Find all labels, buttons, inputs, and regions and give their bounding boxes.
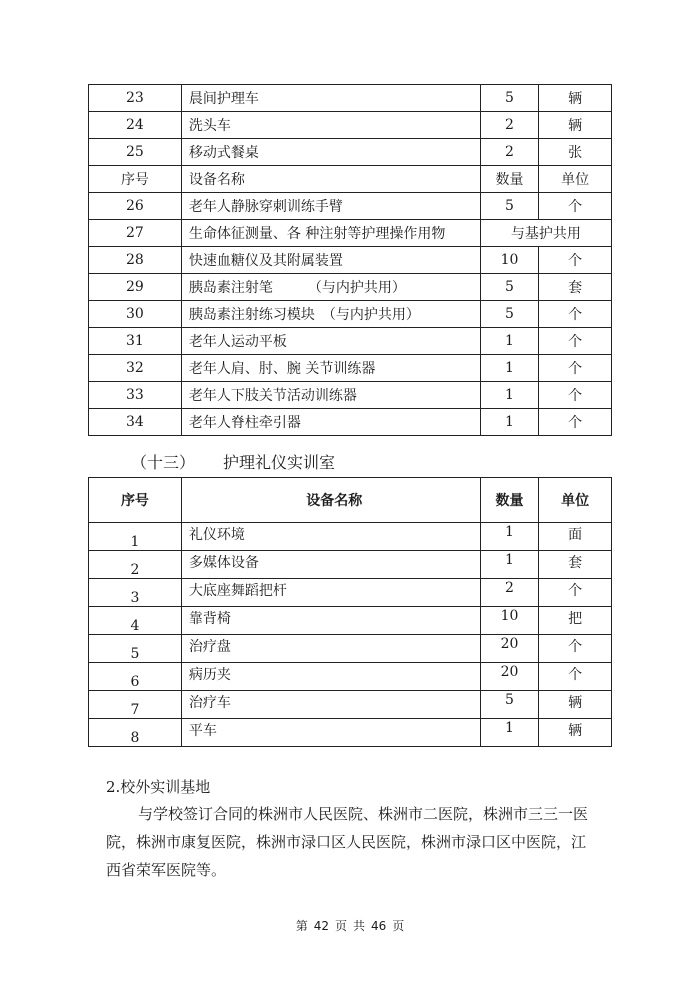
header-name: 设备名称 [181,166,480,193]
row-number: 30 [89,301,182,328]
equipment-name: 治疗盘 [181,635,480,663]
quantity: 1 [480,328,539,355]
header-qty: 数量 [480,478,539,523]
unit: 辆 [539,691,612,719]
equipment-table-continued [88,84,612,436]
table-row [89,663,612,691]
header-no: 序号 [89,166,182,193]
row-number: 23 [89,85,182,112]
unit: 面 [539,523,612,551]
table-row [89,635,612,663]
quantity: 5 [480,85,539,112]
table-row [89,382,612,409]
equipment-name: 移动式餐桌 [181,139,480,166]
unit: 个 [539,579,612,607]
row-number: 1 [89,523,182,551]
footer-mid1: 页 [334,919,347,933]
unit: 辆 [539,112,612,139]
unit: 套 [539,551,612,579]
equipment-name: 晨间护理车 [181,85,480,112]
equipment-name: 大底座舞蹈把杆 [181,579,480,607]
quantity: 2 [480,112,539,139]
section-number: （十三） [131,453,196,472]
unit: 个 [539,409,612,436]
quantity: 1 [480,355,539,382]
quantity: 1 [480,523,539,551]
table-row [89,409,612,436]
equipment-name: 治疗车 [181,691,480,719]
table-row [89,247,612,274]
table-row [89,112,612,139]
table-row [89,691,612,719]
quantity: 5 [480,691,539,719]
quantity: 5 [480,193,539,220]
row-number: 32 [89,355,182,382]
row-number: 3 [89,579,182,607]
row-number: 5 [89,635,182,663]
table-row [89,579,612,607]
row-number: 29 [89,274,182,301]
footer-mid2: 共 [353,919,366,933]
quantity: 2 [480,139,539,166]
unit: 辆 [539,85,612,112]
table-row [89,328,612,355]
unit: 辆 [539,719,612,747]
row-number: 34 [89,409,182,436]
quantity: 1 [480,719,539,747]
unit: 个 [539,635,612,663]
unit: 个 [539,247,612,274]
equipment-name: 多媒体设备 [181,551,480,579]
unit: 个 [539,382,612,409]
table-header-row [89,478,612,523]
equipment-name: 老年人静脉穿刺训练手臂 [181,193,480,220]
equipment-name: 老年人脊柱牵引器 [181,409,480,436]
row-number: 7 [89,691,182,719]
row-number: 2 [89,551,182,579]
row-number: 6 [89,663,182,691]
equipment-name: 病历夹 [181,663,480,691]
shared-note: 与基护共用 [480,220,611,247]
quantity: 10 [480,607,539,635]
quantity: 5 [480,301,539,328]
quantity: 20 [480,663,539,691]
sub-heading: 2.校外实训基地 [106,778,211,796]
row-number: 8 [89,719,182,747]
row-number: 24 [89,112,182,139]
quantity: 2 [480,579,539,607]
footer-suffix: 页 [392,919,405,933]
table-row [89,551,612,579]
table-row [89,85,612,112]
equipment-name: 老年人肩、肘、腕 关节训练器 [181,355,480,382]
header-qty: 数量 [480,166,539,193]
section-title [131,450,335,473]
table-row [89,274,612,301]
table-row [89,607,612,635]
page-number: 42 [313,919,329,933]
quantity: 1 [480,409,539,436]
equipment-name: 礼仪环境 [181,523,480,551]
equipment-name: 胰岛素注射笔 （与内护共用） [181,274,480,301]
quantity: 1 [480,382,539,409]
unit: 个 [539,328,612,355]
row-number: 31 [89,328,182,355]
unit: 个 [539,301,612,328]
quantity: 20 [480,635,539,663]
unit: 把 [539,607,612,635]
page-footer [0,917,700,934]
row-number: 33 [89,382,182,409]
equipment-name: 老年人下肢关节活动训练器 [181,382,480,409]
table-row [89,301,612,328]
unit: 个 [539,355,612,382]
equipment-name: 老年人运动平板 [181,328,480,355]
quantity: 10 [480,247,539,274]
header-unit: 单位 [539,478,612,523]
row-number: 27 [89,220,182,247]
paragraph: 与学校签订合同的株洲市人民医院、株洲市二医院，株洲市三三一医院，株洲市康复医院，株洲市渌口区人民医院，株洲市渌口区中医院，江西省荣军医院等。 [106,805,589,879]
table-row [89,719,612,747]
table-row [89,139,612,166]
equipment-name: 平车 [181,719,480,747]
table-row [89,523,612,551]
footer-prefix: 第 [295,919,308,933]
etiquette-equipment-table [88,477,612,747]
header-unit: 单位 [539,166,612,193]
header-name: 设备名称 [181,478,480,523]
unit: 张 [539,139,612,166]
unit: 个 [539,663,612,691]
section-name: 护理礼仪实训室 [223,453,336,472]
row-number: 25 [89,139,182,166]
table-header-row [89,166,612,193]
equipment-name: 靠背椅 [181,607,480,635]
equipment-name: 胰岛素注射练习模块 （与内护共用） [181,301,480,328]
equipment-name: 洗头车 [181,112,480,139]
row-number: 4 [89,607,182,635]
unit: 个 [539,193,612,220]
quantity: 5 [480,274,539,301]
row-number: 28 [89,247,182,274]
table-row [89,355,612,382]
total-pages: 46 [371,919,387,933]
table-row [89,193,612,220]
equipment-name: 生命体征测量、各 种注射等护理操作用物 [181,220,480,247]
row-number: 26 [89,193,182,220]
table-row [89,220,612,247]
equipment-name: 快速血糖仪及其附属装置 [181,247,480,274]
header-no: 序号 [89,478,182,523]
quantity: 1 [480,551,539,579]
unit: 套 [539,274,612,301]
